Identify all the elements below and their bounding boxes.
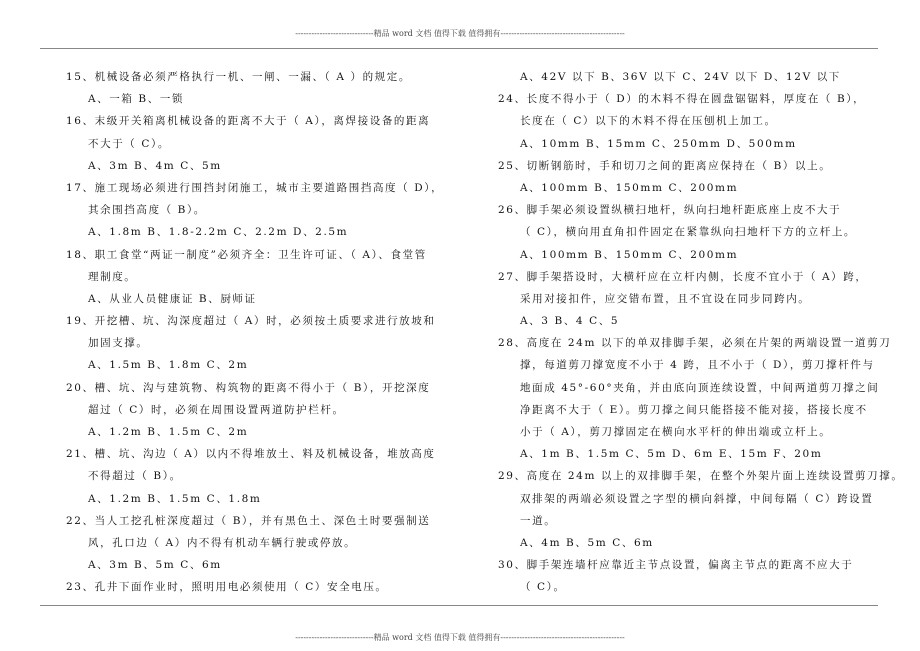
question-continuation: 撑，每道剪刀撑宽度不小于 4 跨，且不小于（ D），剪刀撑杆件与 — [520, 359, 875, 372]
question-text: 22、当人工挖孔桩深度超过（ B），并有黑色土、深色土时要强制送 — [66, 514, 431, 527]
header-divider — [40, 48, 878, 49]
answer-options: A、1.8m B、1.8-2.2m C、2.2m D、2.5m — [88, 226, 349, 239]
answer-options: A、100mm B、150mm C、200mm — [520, 248, 739, 261]
question-text: 27、脚手架搭设时，大横杆应在立杆内侧，长度不宜小于（ A）跨， — [498, 270, 868, 283]
answer-options: A、10mm B、15mm C、250mm D、500mm — [520, 137, 797, 150]
right-column — [492, 66, 904, 599]
question-continuation: 不大于（ C）。 — [88, 137, 170, 150]
answer-options: A、3 B、4 C、5 — [520, 315, 620, 328]
question-continuation: 超过（ C）时，必须在周围设置两道防护栏杆。 — [88, 403, 345, 416]
question-continuation: （ C）。 — [520, 581, 566, 594]
question-continuation: 长度在（ C）以下的木料不得在压刨机上加工。 — [520, 115, 777, 128]
question-text: 17、施工现场必须进行围挡封闭施工，城市主要道路围挡高度（ D）， — [66, 181, 444, 194]
answer-options: A、1.5m B、1.8m C、2m — [88, 359, 249, 372]
question-text: 15、机械设备必须严格执行一机、一闸、一漏、（ A ）的规定。 — [66, 71, 411, 83]
question-continuation: 双排架的两端必须设置之字型的横向斜撑，中间每隔（ C）跨设置 — [520, 492, 874, 505]
question-text: 23、孔井下面作业时，照明用电必须使用（ C）安全电压。 — [66, 581, 388, 594]
answer-options: A、42V 以下 B、36V 以下 C、24V 以下 D、12V 以下 — [520, 71, 841, 83]
question-continuation: （ C），横向用直角扣件固定在紧靠纵向扫地杆下方的立杆上。 — [520, 226, 857, 239]
answer-options: A、3m B、5m C、6m — [88, 559, 222, 572]
question-continuation: 不得超过（ B）。 — [88, 470, 182, 483]
answer-options: A、3m B、4m C、5m — [88, 159, 222, 172]
question-continuation: 理制度。 — [88, 270, 137, 283]
question-text: 24、长度不得小于（ D）的木料不得在圆盘锯锯料，厚度在（ B）， — [498, 93, 866, 106]
answer-options: A、1.2m B、1.5m C、2m — [88, 426, 249, 438]
page-header: -----------------------------精品 word 文档 值得下载 值得拥有---------------------------------------------- — [295, 29, 625, 38]
answer-options: A、1m B、1.5m C、5m D、6m E、15m F、20m — [520, 448, 823, 461]
question-text: 25、切断钢筋时，手和切刀之间的距离应保持在（ B）以上。 — [498, 159, 832, 172]
page-footer: -----------------------------精品 word 文档 值得下载 值得拥有---------------------------------------------- — [295, 633, 625, 642]
question-text: 30、脚手架连墙杆应靠近主节点设置，偏离主节点的距离不应大于 — [498, 559, 854, 572]
answer-options: A、1.2m B、1.5m C、1.8m — [88, 492, 262, 505]
question-text: 20、槽、坑、沟与建筑物、构筑物的距离不得小于（ B），开挖深度 — [66, 381, 431, 394]
question-continuation: 其余围挡高度（ B）。 — [88, 204, 206, 217]
question-text: 18、职工食堂“两证一制度”必须齐全：卫生许可证、（ A）、食堂管 — [66, 248, 427, 261]
answer-options: A、100mm B、150mm C、200mm — [520, 181, 739, 194]
left-column — [60, 66, 452, 599]
question-continuation: 风，孔口边（ A）内不得有机动车辆行驶或停放。 — [88, 536, 357, 549]
question-text: 26、脚手架必须设置纵横扫地杆，纵向扫地杆距底座上皮不大于 — [498, 204, 842, 217]
question-text: 29、高度在 24m 以上的双排脚手架，在整个外架片面上连续设置剪刀撑。 — [498, 470, 904, 483]
question-text: 16、末级开关箱离机械设备的距离不大于（ A），离焊接设备的距离 — [66, 115, 431, 128]
answer-options: A、从业人员健康证 B、厨师证 — [88, 292, 257, 305]
answer-options: A、4m B、5m C、6m — [520, 536, 654, 549]
question-continuation: 一道。 — [520, 514, 557, 527]
question-text: 19、开挖槽、坑、沟深度超过（ A）时，必须按土质要求进行放坡和 — [66, 315, 436, 328]
question-continuation: 地面成 45°-60°夹角，并由底向顶连续设置，中间两道剪刀撑之间 — [520, 381, 880, 394]
question-text: 28、高度在 24m 以下的单双排脚手架，必须在片架的两端设置一道剪刀 — [498, 337, 892, 350]
question-text: 21、槽、坑、沟边（ A）以内不得堆放土、料及机械设备，堆放高度 — [66, 448, 436, 461]
question-continuation: 采用对接扣件，应交错布置，且不宜设在同步同跨内。 — [520, 292, 811, 305]
question-continuation: 净距离不大于（ E）。剪刀撑之间只能搭接不能对接，搭接长度不 — [520, 403, 868, 416]
footer-divider — [40, 605, 878, 606]
question-continuation: 小于（ A），剪刀撑固定在横向水平杆的伸出端或立杆上。 — [520, 426, 832, 438]
answer-options: A、一箱 B、一锁 — [88, 93, 185, 106]
question-continuation: 加固支撑。 — [88, 337, 149, 350]
